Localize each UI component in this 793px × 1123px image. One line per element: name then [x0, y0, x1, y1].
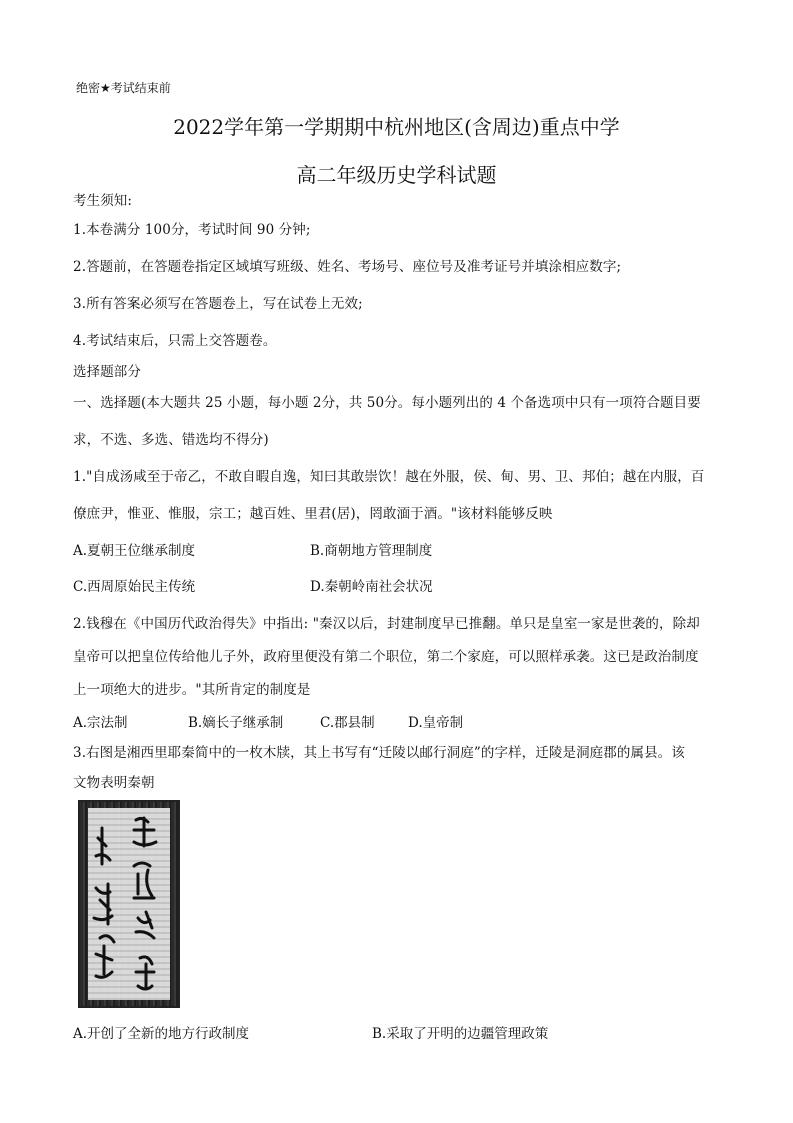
notice-heading: 考生须知:	[73, 193, 133, 209]
qin-bamboo-slip-image	[78, 800, 180, 1008]
notice-item: 1.本卷满分 100分，考试时间 90 分钟;	[73, 222, 311, 238]
section-intro: 求，不选、多选、错选均不得分)	[73, 432, 269, 448]
question-3-text: 文物表明秦朝	[73, 775, 155, 791]
question-1-text: 1."自成汤咸至于帝乙，不敢自暇自逸，知曰其敢崇饮！越在外服，侯、甸、男、卫、邦伯；越在内服，百	[73, 469, 705, 485]
question-1-option-a: A.夏朝王位继承制度	[73, 543, 196, 559]
exam-subtitle: 高二年级历史学科试题	[296, 163, 497, 187]
notice-item: 4.考试结束后，只需上交答题卷。	[73, 333, 277, 349]
question-1-option-b: B.商朝地方管理制度	[310, 543, 433, 559]
question-2-text: 皇帝可以把皇位传给他儿子外，政府里便没有第二个职位，第二个家庭，可以照样承袭。这已是政治制度	[73, 649, 699, 665]
question-2-option-d: D.皇帝制	[408, 715, 464, 731]
question-1-option-c: C.西周原始民主传统	[73, 579, 196, 595]
question-1-option-d: D.秦朝岭南社会状况	[310, 579, 433, 595]
question-2-option-a: A.宗法制	[73, 715, 128, 731]
question-3-option-a: A.开创了全新的地方行政制度	[73, 1026, 250, 1042]
section-label: 选择题部分	[73, 364, 141, 380]
exam-title: 2022学年第一学期期中杭州地区(含周边)重点中学	[173, 115, 620, 139]
question-2-option-b: B.嫡长子继承制	[188, 715, 284, 731]
notice-item: 3.所有答案必须写在答题卷上，写在试卷上无效;	[73, 296, 363, 312]
question-2-option-c: C.郡县制	[320, 715, 375, 731]
question-3-text: 3.右图是湘西里耶秦简中的一枚木牍，其上书写有“迁陵以邮行洞庭”的字样，迁陵是洞庭郡的属县。该	[73, 745, 685, 761]
question-2-text: 2.钱穆在《中国历代政治得失》中指出: "秦汉以后，封建制度早已推翻。单只是皇室一家是世袭的，除却	[73, 616, 700, 632]
confidential-label: 绝密★考试结束前	[76, 81, 171, 95]
question-1-text: 僚庶尹，惟亚、惟服，宗工；越百姓、里君(居)，罔敢湎于酒。"该材料能够反映	[73, 506, 553, 522]
question-3-option-b: B.采取了开明的边疆管理政策	[372, 1026, 549, 1042]
notice-item: 2.答题前，在答题卷指定区域填写班级、姓名、考场号、座位号及准考证号并填涂相应数字;	[73, 259, 622, 275]
section-intro: 一、选择题(本大题共 25 小题，每小题 2分，共 50分。每小题列出的 4 个备选项中只有一项符合题目要	[73, 395, 701, 411]
question-2-text: 上一项绝大的进步。"其所肯定的制度是	[73, 682, 311, 698]
